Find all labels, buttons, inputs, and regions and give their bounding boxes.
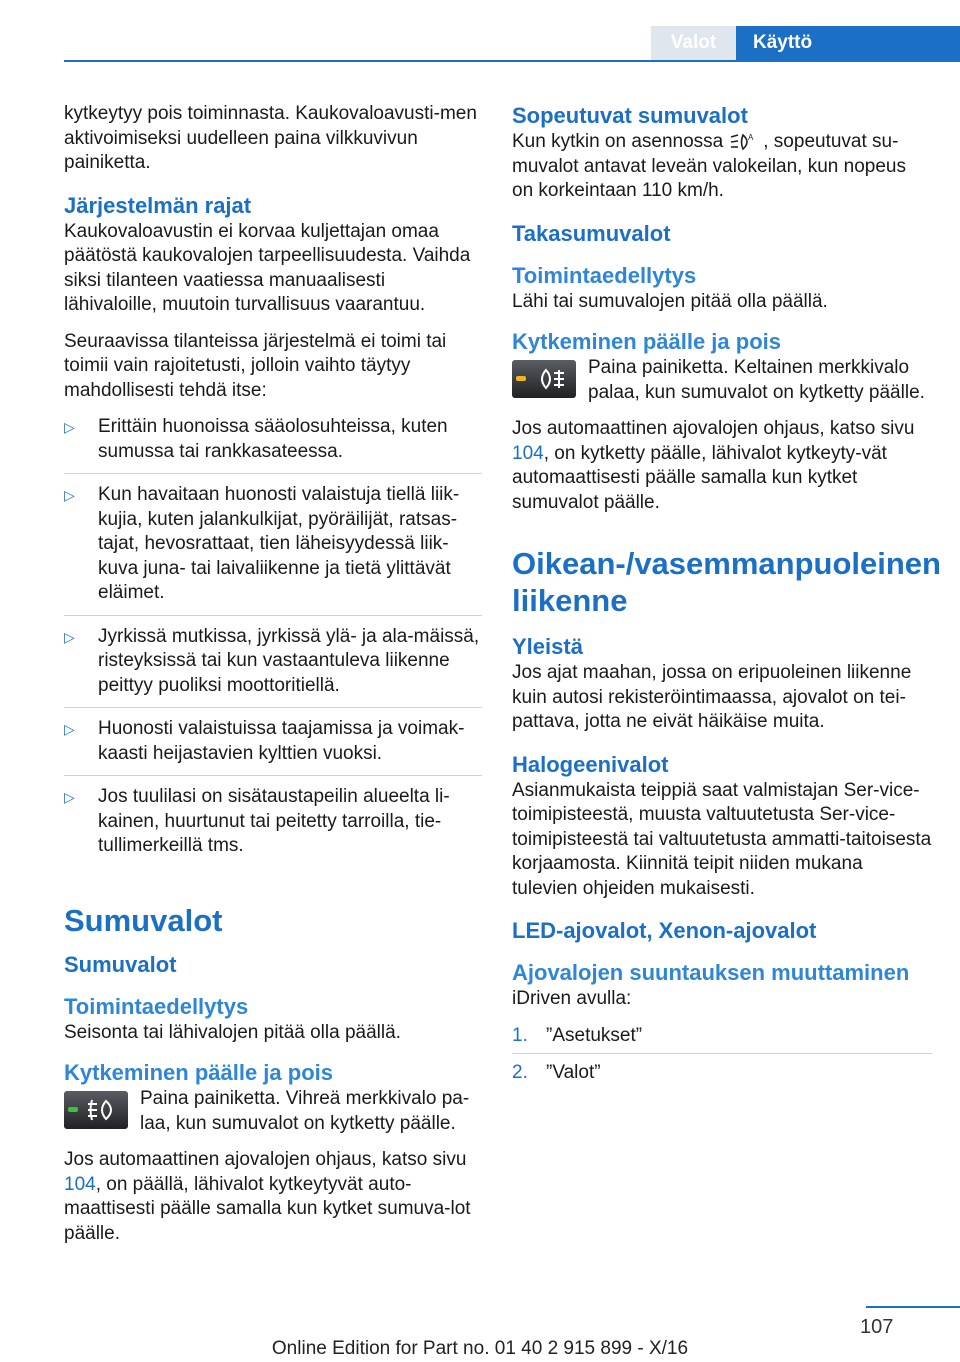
list-item: ▷ Jyrkissä mutkissa, jyrkissä ylä- ja ala‐mäissä, risteyksissä tai kun vastaantuleva liikenne peittyy puoliksi moottoritiellä. [64, 625, 482, 709]
yellow-indicator-led [516, 376, 526, 381]
paragraph-high-beam-continued: kytkeytyy pois toiminnasta. Kaukovaloavusti‐men aktivoimiseksi uudelleen paina vilkkuvivun painiketta. [64, 103, 477, 173]
heading-halogen: Halogeenivalot [512, 751, 669, 777]
right-column [512, 102, 941, 1098]
heading-rear-fog: Takasumuvalot [512, 220, 671, 246]
limit-situation-list [64, 415, 482, 868]
list-item: ▷ Erittäin huonoissa sääolosuhteissa, kuten sumussa tai rankkasateessa. [64, 415, 482, 474]
left-column [64, 102, 482, 1258]
paragraph-halogen: Asianmukaista teippiä saat valmistajan Ser‐vice-toimipisteestä, muusta valtuutetusta Ser‐vice-toimipisteestä tai valtuutetusta ammatti‐taitoisesta korjaamosta. Kiinnitä teipit niiden mukana tulevien ohjeiden mukaisesti. [512, 779, 932, 899]
front-fog-light-icon [86, 1098, 118, 1122]
heading-headlight-aim: Ajovalojen suuntauksen muuttaminen [512, 960, 910, 985]
rear-fog-light-icon [534, 367, 566, 391]
paragraph-idrive: iDriven avulla: [512, 988, 632, 1009]
page-number: 107 [860, 1316, 894, 1338]
paragraph-rear-fog-switch: Paina painiketta. Keltainen merkkivalo palaa, kun sumuvalot on kytketty päälle. [588, 357, 925, 403]
triangle-bullet-icon: ▷ [64, 721, 75, 737]
paragraph-rear-fog-requirement: Lähi tai sumuvalojen pitää olla päällä. [512, 290, 828, 312]
heading-led-xenon: LED-ajovalot, Xenon-ajovalot [512, 918, 817, 943]
header-rule [64, 60, 960, 62]
triangle-bullet-icon: ▷ [64, 487, 75, 503]
heading-rear-fog-requirement: Toimintaedellytys [512, 262, 697, 288]
heading-rear-fog-switch: Kytkeminen päälle ja pois [512, 329, 781, 354]
list-item: ▷ Kun havaitaan huonosti valaistuja tiellä liik‐kujia, kuten jalankulkijat, pyöräilijät, ratsas‐tajat, hevosrattaat, tien läheisyydessä liik‐kuva juna- tai laivaliikenne ja tietä ylittävät eläimet. [64, 483, 482, 616]
paragraph-limit-situations: Seuraavissa tilanteissa järjestelmä ei toimi tai toimii vain rajoitetusti, jolloin vaihto täytyy mahdollisesti tehdä itse: [64, 330, 447, 401]
list-item: 1. ”Asetukset” [512, 1024, 932, 1055]
svg-text:A: A [748, 132, 754, 142]
front-fog-button-image [64, 1091, 128, 1129]
heading-system-limits: Järjestelmän rajat [64, 192, 252, 218]
paragraph-adaptive-fog: Kun kytkin on asennossa A , sopeutuvat su‐muvalot antavat leveän valokeilan, kun nopeus on korkeintaan 110 km/h. [512, 131, 906, 201]
green-indicator-led [68, 1107, 78, 1112]
edition-footer: Online Edition for Part no. 01 40 2 915 899 - X/16 [271, 1338, 689, 1359]
heading-traffic-side: Oikean-/vasemmanpuoleinen liikenne [512, 546, 941, 618]
idrive-steps-list [512, 1024, 932, 1091]
paragraph-rear-fog-auto: Jos automaattinen ajovalojen ohjaus, katso sivu 104, on kytketty päälle, lähivalot kytkeyty‐vät automaattisesti päälle samalla kun kytket sumuvalot päälle. [512, 418, 915, 513]
list-item: 2. ”Valot” [512, 1062, 601, 1083]
heading-adaptive-fog: Sopeutuvat sumuvalot [512, 103, 748, 128]
paragraph-front-fog-switch: Paina painiketta. Vihreä merkkivalo pa‐laa, kun sumuvalot on kytketty päälle. [140, 1088, 470, 1134]
page-link-104[interactable]: 104 [64, 1173, 96, 1195]
list-item: ▷ Jos tuulilasi on sisätaustapeilin alueelta li‐kainen, huurtunut tai peitetty tarroilla, tie‐tullimerkeillä tms. [64, 786, 450, 856]
heading-fog-lights-sub: Sumuvalot [64, 951, 177, 977]
paragraph-front-fog-requirement: Seisonta tai lähivalojen pitää olla päällä. [64, 1021, 401, 1043]
paragraph-system-limits: Kaukovaloavustin ei korvaa kuljettajan omaa päätöstä kaukovalojen tarpeellisuudesta. Vaihda siksi tilanteen vaatiessa manuaalisesti lähivaloille, muutoin turvallisuus vaarantuu. [64, 220, 471, 315]
heading-front-fog-requirement: Toimintaedellytys [64, 993, 249, 1019]
rear-fog-button-image [512, 360, 576, 398]
auto-light-switch-icon [729, 131, 757, 153]
page-link-104[interactable]: 104 [512, 442, 544, 464]
heading-general: Yleistä [512, 634, 583, 659]
rear-fog-button-row [512, 356, 932, 405]
header-chapter-tab[interactable]: Käyttö [736, 26, 960, 60]
paragraph-general: Jos ajat maahan, jossa on eripuoleinen liikenne kuin autosi rekisteröintimaassa, ajovalot on tei‐pattava, jotta ne eivät häikäise muita. [512, 662, 912, 732]
heading-front-fog-switch: Kytkeminen päälle ja pois [64, 1060, 333, 1085]
paragraph-front-fog-auto: Jos automaattinen ajovalojen ohjaus, katso sivu 104, on päällä, lähivalot kytkeytyvät auto‐maattisesti päälle samalla kun kytket sumuva‐lot päälle. [64, 1149, 471, 1244]
triangle-bullet-icon: ▷ [64, 628, 75, 645]
front-fog-button-row [64, 1087, 482, 1136]
footer-rule [866, 1306, 960, 1308]
heading-fog-lights-main: Sumuvalot [64, 902, 223, 938]
triangle-bullet-icon: ▷ [64, 789, 75, 805]
header-section-tab[interactable]: Valot [651, 26, 736, 60]
list-item: ▷ Huonosti valaistuissa taajamissa ja voimak‐kaasti heijastavien kylttien vuoksi. [64, 717, 482, 776]
triangle-bullet-icon: ▷ [64, 419, 75, 435]
